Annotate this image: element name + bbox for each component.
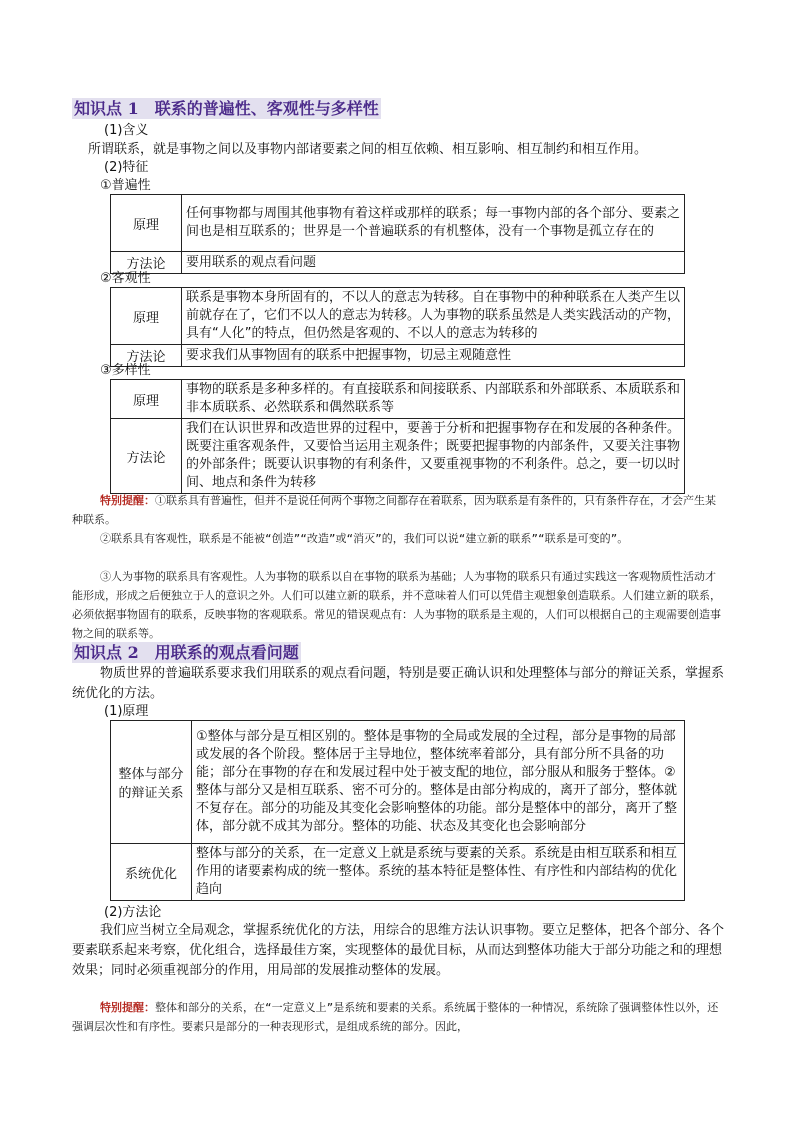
heading-diverse: ③多样性 <box>100 363 151 378</box>
diverse-table <box>110 379 685 494</box>
objective-method: 要求我们从事物固有的联系中把握事物，切忌主观随意性 <box>182 345 685 367</box>
heading-feature: (2)特征 <box>104 160 149 175</box>
section-title-text: 知识点 2 用联系的观点看问题 <box>74 643 299 662</box>
tip-text-2: ②联系具有客观性，联系是不能被“创造”“改造”或“消灭”的，我们可以说“建立新的联系”“联系是可变的”。 <box>100 532 629 545</box>
tip-label: 特别提醒： <box>100 494 155 507</box>
heading-method: (2)方法论 <box>104 905 162 920</box>
intro-text: 物质世界的普遍联系要求我们用联系的观点看问题，特别是要正确认识和处理整体与部分的辩证关系，掌握系统优化的方法。 <box>72 666 725 701</box>
heading-meaning: (1)含义 <box>104 123 149 138</box>
special-tip-4 <box>72 998 724 1036</box>
objective-table <box>110 287 685 367</box>
section-title-text: 知识点 1 联系的普遍性、客观性与多样性 <box>74 99 379 118</box>
special-tip-2 <box>72 529 724 548</box>
label-principle: 原理 <box>111 288 182 345</box>
tip-label: 特别提醒： <box>100 1001 155 1014</box>
universal-method: 要用联系的观点看问题 <box>182 252 685 274</box>
label-principle: 原理 <box>111 380 182 419</box>
label-method: 方法论 <box>111 345 182 367</box>
method-paragraph: 我们应当树立全局观念，掌握系统优化的方法，用综合的思维方法认识事物。要立足整体，把各个部分、各个要素联系起来考察，优化组合，选择最佳方案，实现整体的最优目标，从而达到整体功能大于部分功能之和的理想效果；同时必须重视部分的作用，用局部的发展推动整体的发展。 <box>72 923 725 978</box>
label-method: 方法论 <box>111 419 182 494</box>
objective-principle: 联系是事物本身所固有的，不以人的意志为转移。自在事物中的种种联系在人类产生以前就存在了，它们不以人的意志为转移。人为事物的联系虽然是人类实践活动的产物，具有“人化”的特点，但仍然是客观的、不以人的意志为转移的 <box>182 288 685 345</box>
tip-text-4: 整体和部分的关系，在“一定意义上”是系统和要素的关系。系统属于整体的一种情况，系统除了强调整体性以外，还强调层次性和有序性。要素只是部分的一种表现形式，是组成系统的部分。因此， <box>72 1001 719 1033</box>
tip-text-3: ③人为事物的联系具有客观性。人为事物的联系以自在事物的联系为基础；人为事物的联系只有通过实践这一客观物质性活动才能形成，形成之后便独立于人的意识之外。人们可以建立新的联系，并不意味着人们可以凭借主观想象创造联系。人们建立新的联系，必须依据事物固有的联系，反映事物的客观联系。常见的错误观点有：人为事物的联系是主观的，人们可以根据自己的主观需要创造事物之间的联系等。 <box>72 570 721 640</box>
special-tip-1 <box>72 491 724 529</box>
system-text: 整体与部分的关系，在一定意义上就是系统与要素的关系。系统是由相互联系和相互作用的诸要素构成的统一整体。系统的基本特征是整体性、有序性和内部结构的优化趋向 <box>192 844 685 901</box>
section-title-1 <box>72 96 722 122</box>
universal-principle: 任何事物都与周围其他事物有着这样或那样的联系；每一事物内部的各个部分、要素之间也是相互联系的；世界是一个普遍联系的有机整体，没有一个事物是孤立存在的 <box>182 195 685 252</box>
section-title-2 <box>72 640 722 666</box>
whole-part-text: ①整体与部分是互相区别的。整体是事物的全局或发展的全过程，部分是事物的局部或发展的各个阶段。整体居于主导地位，整体统率着部分，具有部分所不具备的功能；部分在事物的存在和发展过程中处于被支配的地位，部分服从和服务于整体。②整体与部分又是相互联系、密不可分的。整体是由部分构成的，离开了部分，整体就不复存在。部分的功能及其变化会影响整体的功能。部分是整体中的部分，离开了整体，部分就不成其为部分。整体的功能、状态及其变化也会影响部分 <box>192 721 685 844</box>
label-whole-part: 整体与部分的辩证关系 <box>111 721 192 844</box>
label-method: 方法论 <box>111 252 182 274</box>
label-principle: 原理 <box>111 195 182 252</box>
whole-part-table <box>110 720 685 901</box>
heading-objective: ②客观性 <box>100 271 151 286</box>
label-system: 系统优化 <box>111 844 192 901</box>
section2-intro <box>72 664 726 704</box>
diverse-method: 我们在认识世界和改造世界的过程中，要善于分析和把握事物存在和发展的各种条件。既要注重客观条件，又要恰当运用主观条件；既要把握事物的内部条件，又要关注事物的外部条件；既要认识事物的有利条件，又要重视事物的不利条件。总之，要一切以时间、地点和条件为转移 <box>182 419 685 494</box>
meaning-text: 所谓联系，就是事物之间以及事物内部诸要素之间的相互依赖、相互影响、相互制约和相互作用。 <box>88 142 648 157</box>
heading-principle: (1)原理 <box>104 704 149 719</box>
tip-text-1: ①联系具有普遍性，但并不是说任何两个事物之间都存在着联系，因为联系是有条件的，只有条件存在，才会产生某种联系。 <box>72 494 716 526</box>
diverse-principle: 事物的联系是多种多样的。有直接联系和间接联系、内部联系和外部联系、本质联系和非本质联系、必然联系和偶然联系等 <box>182 380 685 419</box>
method-text <box>72 921 726 981</box>
universal-table <box>110 194 685 274</box>
heading-universal: ①普遍性 <box>100 178 151 193</box>
special-tip-3 <box>72 567 724 643</box>
